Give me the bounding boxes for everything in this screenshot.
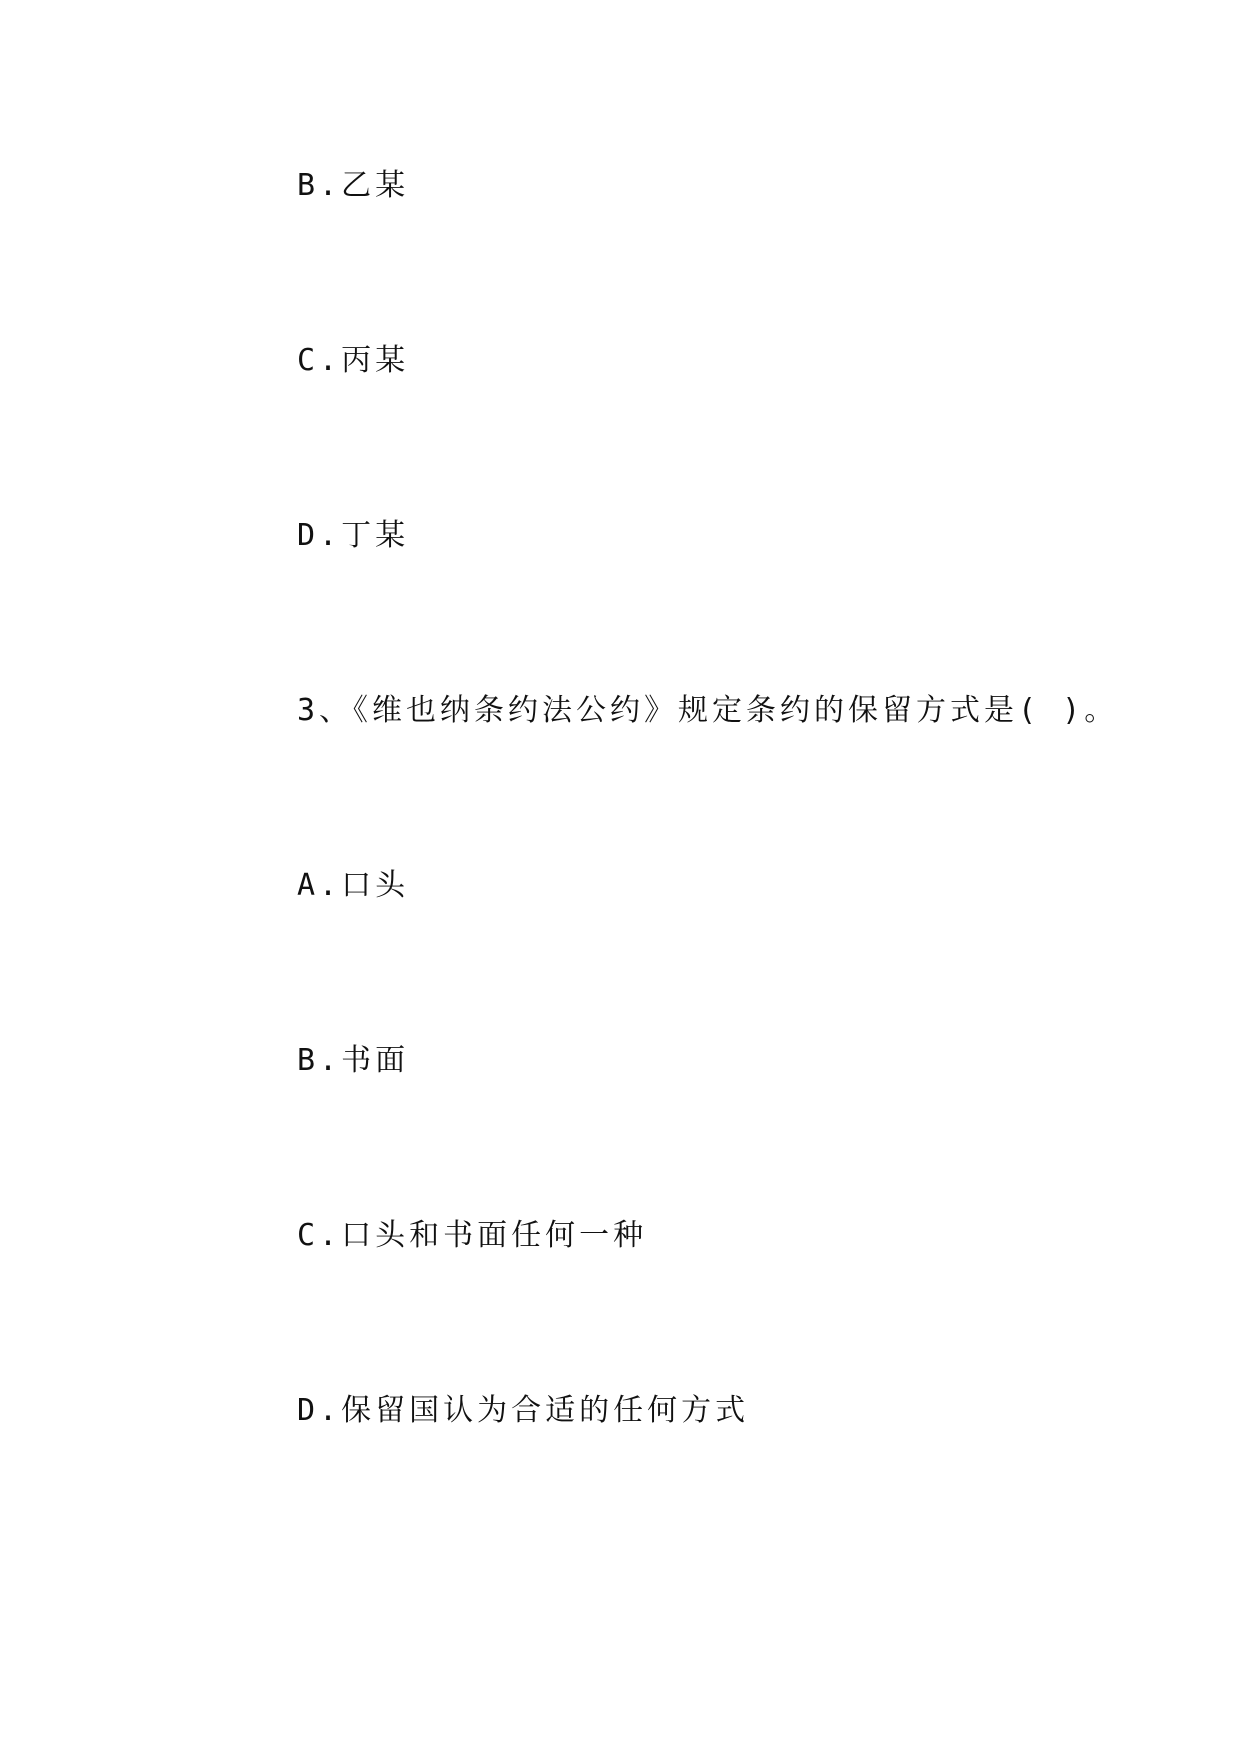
option-b-previous-question: B.乙某 <box>297 168 410 203</box>
question-3-option-d: D.保留国认为合适的任何方式 <box>297 1393 750 1428</box>
question-3-text: 3、《维也纳条约法公约》规定条约的保留方式是( )。 <box>297 693 1119 728</box>
question-3-option-c: C.口头和书面任何一种 <box>297 1218 648 1253</box>
option-d-previous-question: D.丁某 <box>297 518 410 553</box>
question-3-option-a: A.口头 <box>297 868 410 903</box>
question-3-option-b: B.书面 <box>297 1043 410 1078</box>
option-c-previous-question: C.丙某 <box>297 343 410 378</box>
